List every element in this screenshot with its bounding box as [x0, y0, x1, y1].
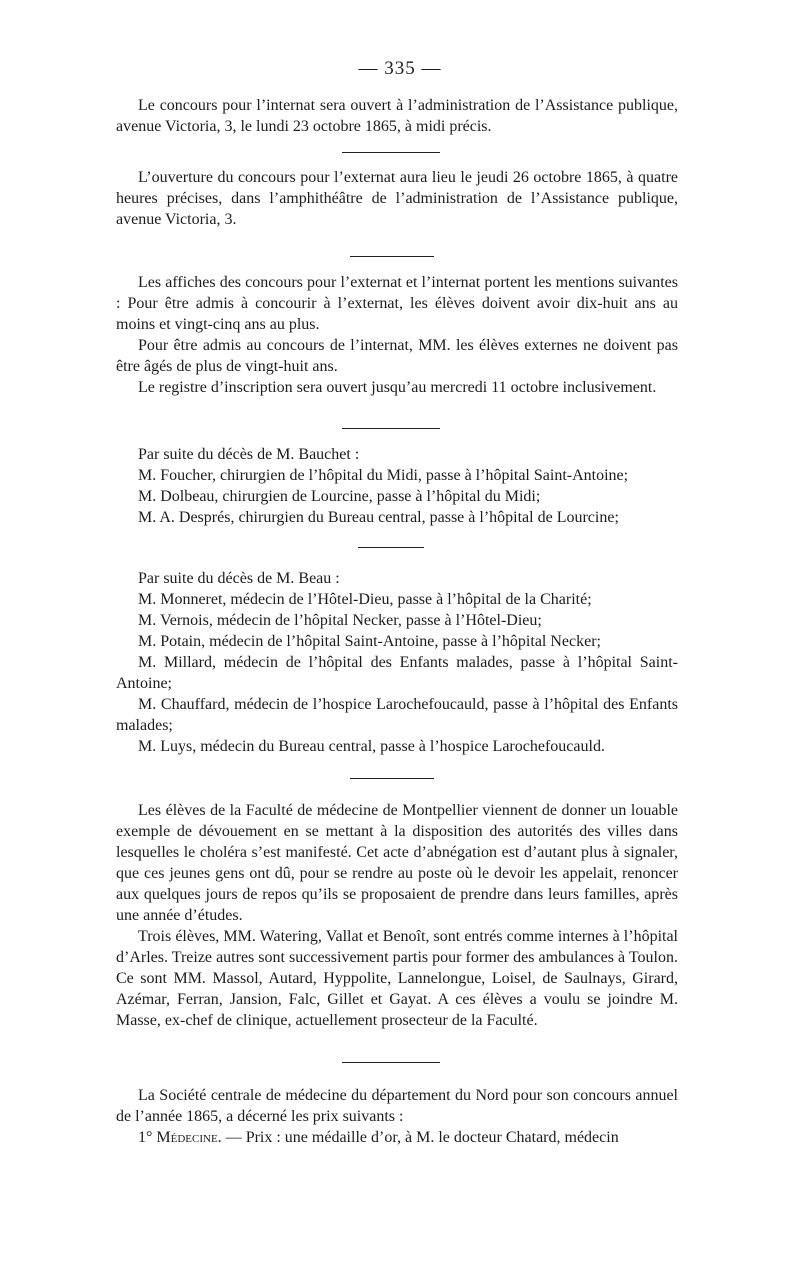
- list-item: M. Luys, médecin du Bureau central, passe à l’hospice Larochefoucauld.: [138, 738, 605, 755]
- list-item: M. Millard, médecin de l’hôpital des Enfants malades, passe à l’hôpital Saint-Antoine;: [116, 654, 678, 692]
- paragraph: La Société centrale de médecine du département du Nord pour son concours annuel de l’année 1865, a décerné les prix suivants :: [116, 1087, 678, 1125]
- list-item: M. Chauffard, médecin de l’hospice Larochefoucauld, passe à l’hôpital des Enfants malades;: [116, 696, 678, 734]
- prize-text: — Prix : une médaille d’or, à M. le docteur Chatard, médecin: [221, 1129, 619, 1146]
- page-number: — 335 —: [358, 58, 442, 79]
- list-item: M. Vernois, médecin de l’hôpital Necker, passe à l’Hôtel-Dieu;: [138, 612, 542, 629]
- section-intro: Par suite du décès de M. Beau :: [138, 570, 340, 587]
- prize-category: Médecine.: [156, 1129, 222, 1146]
- paragraph: Trois élèves, MM. Watering, Vallat et Benoît, sont entrés comme internes à l’hôpital d’Arles. Treize autres sont successivement partis pour former des ambulances à Toulon. Ce sont MM. Massol, Autard, Hyppolite, Lannelongue, Loisel, de Saulnays, Girard, Azémar, Ferran, Jansion, Falc, Gillet et Gayat. A ces élèves a voulu se joindre M. Masse, ex-chef de clinique, actuellement prosecteur de la Faculté.: [116, 928, 678, 1029]
- societe-notice: [116, 1085, 678, 1148]
- prize-number: 1°: [138, 1129, 153, 1146]
- list-item: M. Dolbeau, chirurgien de Lourcine, passe à l’hôpital du Midi;: [138, 488, 541, 505]
- list-item: M. Monneret, médecin de l’Hôtel-Dieu, passe à l’hôpital de la Charité;: [138, 591, 592, 608]
- separator-rule: [350, 256, 434, 257]
- separator-rule: [350, 778, 434, 779]
- paragraph: Pour être admis au concours de l’internat, MM. les élèves externes ne doivent pas être âgés de plus de vingt-huit ans.: [116, 337, 678, 375]
- list-item: M. A. Després, chirurgien du Bureau central, passe à l’hôpital de Lourcine;: [138, 509, 619, 526]
- separator-rule: [342, 152, 440, 153]
- externat-notice: [116, 167, 678, 230]
- list-item: M. Potain, médecin de l’hôpital Saint-Antoine, passe à l’hôpital Necker;: [138, 633, 601, 650]
- bauchet-appointments: [116, 444, 678, 528]
- paragraph: Le registre d’inscription sera ouvert jusqu’au mercredi 11 octobre inclusivement.: [138, 379, 657, 396]
- paragraph: Les affiches des concours pour l’externat et l’internat portent les mentions suivantes : Pour être admis à concourir à l’externat, les élèves doivent avoir dix-huit ans au moins et vingt-cinq ans au plus.: [116, 274, 678, 333]
- paragraph: Les élèves de la Faculté de médecine de Montpellier viennent de donner un louable exemple de dévouement en se mettant à la disposition des autorités des villes dans lesquelles le choléra s’est manifesté. Cet acte d’abnégation est d’autant plus à signaler, que ces jeunes gens ont dû, pour se rendre au poste où le devoir les appelait, renoncer aux quelques jours de repos qu’ils se proposaient de prendre dans leurs familles, après une année d’études.: [116, 802, 678, 924]
- internat-notice: [116, 95, 678, 137]
- paragraph: Le concours pour l’internat sera ouvert à l’administration de l’Assistance publique, avenue Victoria, 3, le lundi 23 octobre 1865, à midi précis.: [116, 97, 678, 135]
- montpellier-notice: [116, 800, 678, 1031]
- section-intro: Par suite du décès de M. Bauchet :: [138, 446, 360, 463]
- beau-appointments: [116, 568, 678, 757]
- list-item: M. Foucher, chirurgien de l’hôpital du Midi, passe à l’hôpital Saint-Antoine;: [138, 467, 629, 484]
- affiches-notice: [116, 272, 678, 398]
- prize-line: [116, 1127, 678, 1148]
- separator-rule: [342, 428, 440, 429]
- separator-rule: [342, 1062, 440, 1063]
- paragraph: L’ouverture du concours pour l’externat aura lieu le jeudi 26 octobre 1865, à quatre heures précises, dans l’amphithéâtre de l’administration de l’Assistance publique, avenue Victoria, 3.: [116, 169, 678, 228]
- separator-rule: [358, 547, 424, 548]
